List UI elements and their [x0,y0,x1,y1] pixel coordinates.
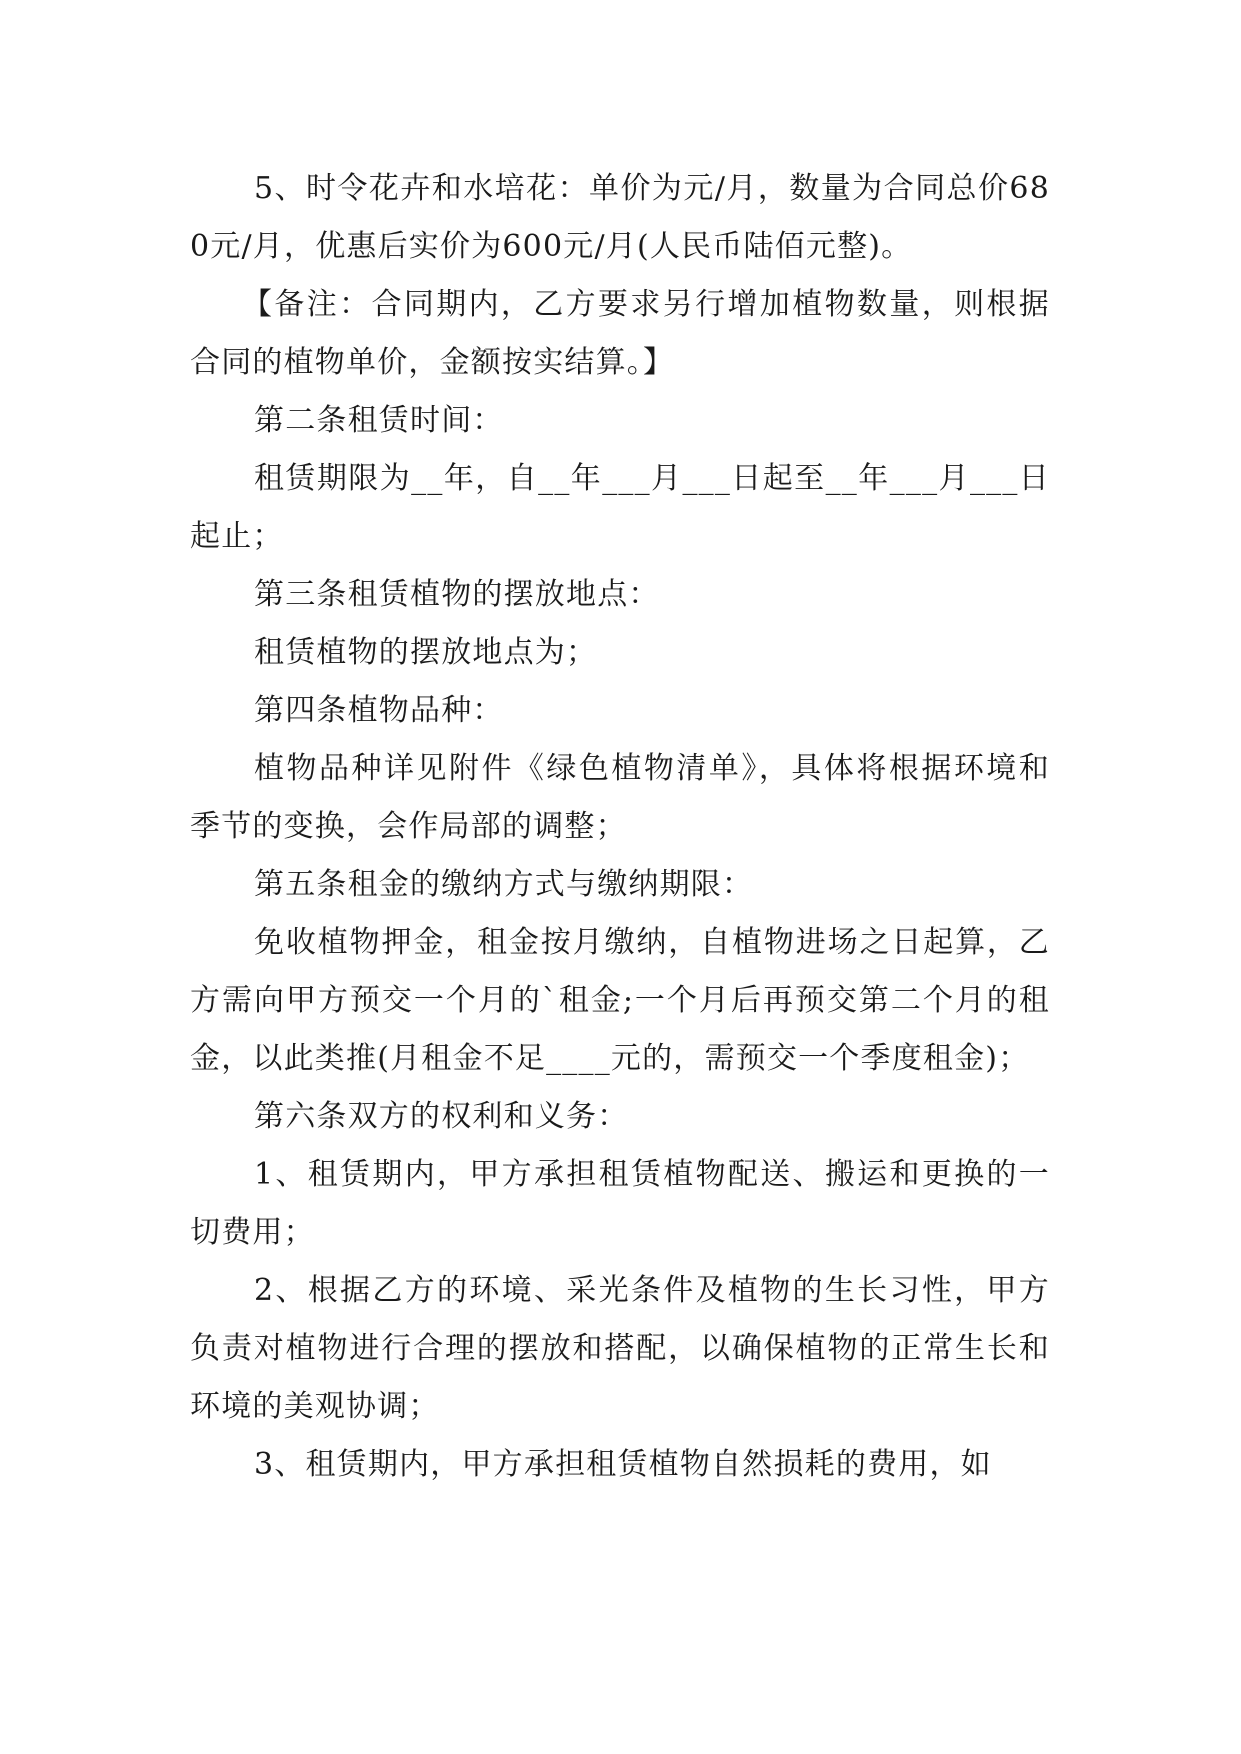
heading-article-3: 第三条租赁植物的摆放地点： [254,577,660,612]
paragraph-obligation-2: 2、根据乙方的环境、采光条件及植物的生长习性，甲方负责对植物进行合理的摆放和搭配，以确保植物的正常生长和环境的美观协调； [190,1273,1050,1424]
paragraph-plant-varieties: 植物品种详见附件《绿色植物清单》，具体将根据环境和季节的变换，会作局部的调整； [190,751,1050,844]
paragraph-rent-payment: 免收植物押金，租金按月缴纳，自植物进场之日起算，乙方需向甲方预交一个月的`租金;一个月后再预交第二个月的租金，以此类推(月租金不足____元的，需预交一个季度租金)； [190,925,1050,1076]
heading-article-6: 第六条双方的权利和义务： [254,1099,629,1134]
paragraph-item-5-seasonal-flowers: 5、时令花卉和水培花：单价为元/月，数量为合同总价680元/月，优惠后实价为600元/月(人民币陆佰元整)。 [190,171,1050,264]
paragraph-obligation-1: 1、租赁期内，甲方承担租赁植物配送、搬运和更换的一切费用； [190,1157,1050,1250]
paragraph-placement-location: 租赁植物的摆放地点为； [254,635,598,670]
heading-article-2: 第二条租赁时间： [254,403,504,438]
paragraph-obligation-3: 3、租赁期内，甲方承担租赁植物自然损耗的费用，如 [254,1447,992,1482]
paragraph-remark: 【备注：合同期内，乙方要求另行增加植物数量，则根据合同的植物单价，金额按实结算。】 [190,287,1050,380]
heading-article-4: 第四条植物品种： [254,693,504,728]
heading-article-5: 第五条租金的缴纳方式与缴纳期限： [254,867,754,902]
paragraph-lease-term: 租赁期限为__年，自__年___月___日起至__年___月___日起止； [190,461,1050,554]
document-body [190,160,1050,1494]
